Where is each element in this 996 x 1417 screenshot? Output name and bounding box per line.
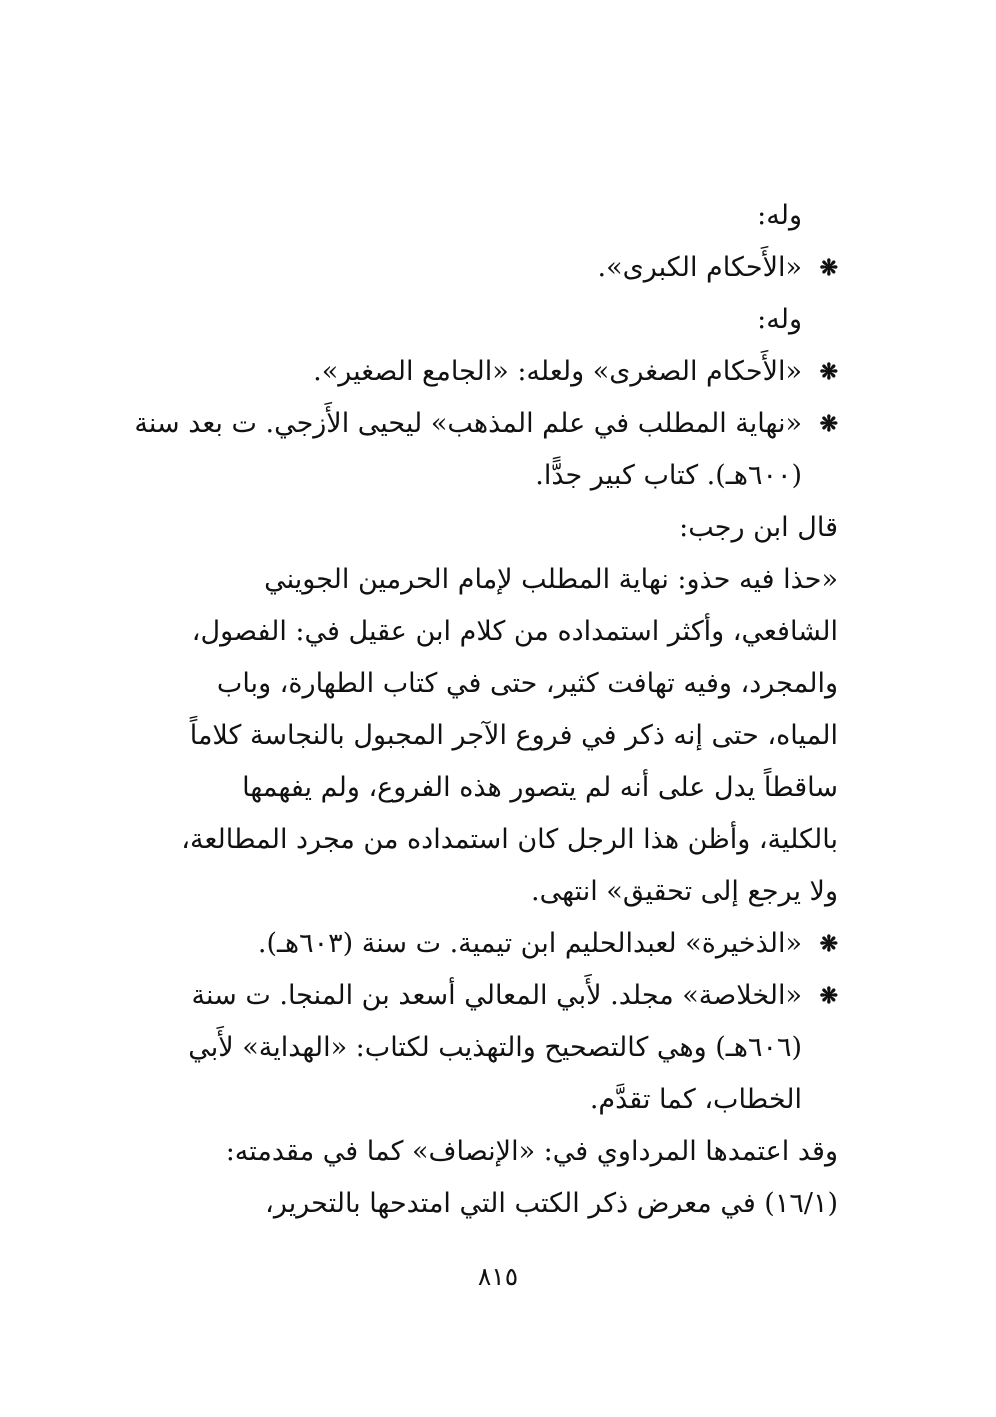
asterisk-bullet-icon: ❋ [819, 983, 838, 1009]
list-item-continuation: (٦٠٠هـ). كتاب كبير جدًّا. [535, 460, 802, 491]
list-item: ❋ «الخلاصة» مجلد. لأَبي المعالي أسعد بن المنجا. ت سنة [120, 970, 838, 1022]
page-number: ٨١٥ [477, 1262, 519, 1291]
paragraph-line: قال ابن رجب: [679, 512, 838, 543]
list-item-continuation: (٦٠٦هـ) وهي كالتصحيح والتهذيب لكتاب: «الهداية» لأَبي [188, 1032, 802, 1063]
quote-line: بالكلية، وأظن هذا الرجل كان استمداده من مجرد المطالعة، [181, 824, 838, 855]
text-label: وله: [757, 200, 802, 231]
list-item: ❋ «الذخيرة» لعبدالحليم ابن تيمية. ت سنة (٦٠٣هـ). [120, 918, 838, 970]
list-item-continuation: الخطاب، كما تقدَّم. [589, 1084, 802, 1115]
list-item: ❋ «الأَحكام الصغرى» ولعله: «الجامع الصغير». [120, 346, 838, 398]
quote-line: ولا يرجع إلى تحقيق» انتهى. [531, 876, 838, 907]
paragraph-line: وقد اعتمدها المرداوي في: «الإنصاف» كما في مقدمته: [225, 1136, 838, 1167]
list-item: ❋ «الأَحكام الكبرى». [120, 242, 838, 294]
asterisk-bullet-icon: ❋ [819, 931, 838, 957]
text-label: وله: [757, 304, 802, 335]
asterisk-bullet-icon: ❋ [819, 411, 838, 437]
quote-line: ساقطاً يدل على أنه لم يتصور هذه الفروع، ولم يفهمها [242, 772, 838, 803]
list-item: ❋ «نهاية المطلب في علم المذهب» ليحيى الأَزجي. ت بعد سنة [120, 398, 838, 450]
page-body [120, 190, 838, 1230]
quote-line: «حذا فيه حذو: نهاية المطلب لإمام الحرمين الجويني [264, 564, 838, 595]
quote-line: الشافعي، وأكثر استمداده من كلام ابن عقيل في: الفصول، [191, 616, 838, 647]
asterisk-bullet-icon: ❋ [819, 255, 838, 281]
asterisk-bullet-icon: ❋ [819, 359, 838, 385]
paragraph-line: (١٦/١) في معرض ذكر الكتب التي امتدحها بالتحرير، [265, 1188, 838, 1219]
quote-line: المياه، حتى إنه ذكر في فروع الآجر المجبول بالنجاسة كلاماً [189, 720, 838, 751]
quote-line: والمجرد، وفيه تهافت كثير، حتى في كتاب الطهارة، وباب [216, 668, 838, 699]
